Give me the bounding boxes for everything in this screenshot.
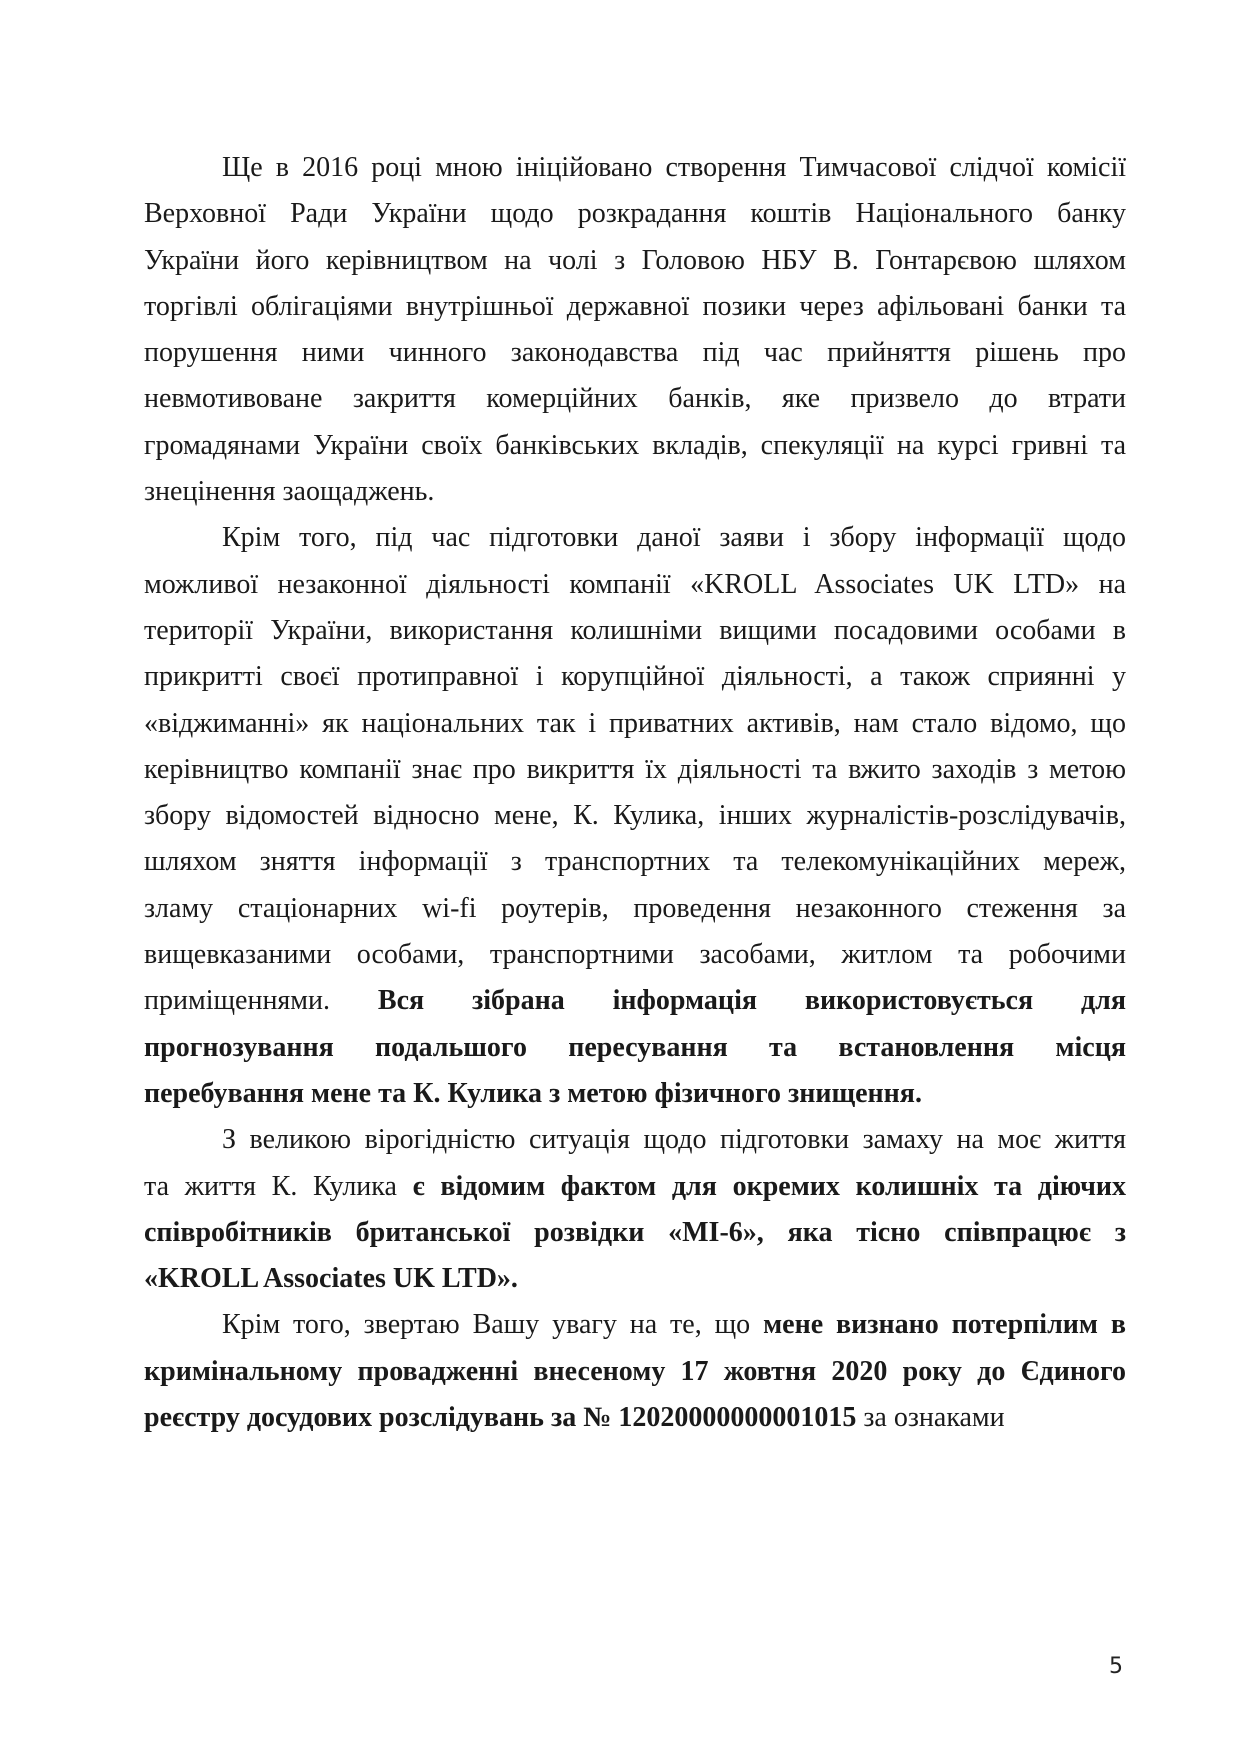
- text-line: [144, 747, 1126, 793]
- text-line: [144, 1025, 1126, 1071]
- text-segment: приміщеннями.: [144, 985, 378, 1017]
- bold-text: є відомим фактом для окремих колишніх та діючих: [412, 1170, 1126, 1202]
- text-segment: Крім того, під час підготовки даної заяви і збору інформації щодо: [222, 522, 1126, 554]
- text-segment: шляхом зняття інформації з транспортних та телекомунікаційних мереж,: [144, 846, 1126, 878]
- text-segment: Верховної Ради України щодо розкрадання коштів Національного банку: [144, 198, 1126, 230]
- document-body: [144, 145, 1126, 1441]
- bold-text: реєстру досудових розслідувань за № 12020000000001015: [144, 1402, 857, 1434]
- text-line: [144, 886, 1126, 932]
- text-line: [144, 1210, 1126, 1256]
- text-line: [144, 839, 1126, 885]
- text-line: [144, 1071, 1126, 1117]
- text-segment: порушення ними чинного законодавства під час прийняття рішень про: [144, 337, 1126, 369]
- text-segment: невмотивоване закриття комерційних банків, яке призвело до втрати: [144, 383, 1126, 415]
- text-segment: прикритті своєї протиправної і корупційної діяльності, а також сприянні у: [144, 661, 1126, 693]
- text-line: [144, 608, 1126, 654]
- text-line: [144, 284, 1126, 330]
- text-line: [144, 978, 1126, 1024]
- bold-text: кримінальному провадженні внесеному 17 жовтня 2020 року до Єдиного: [144, 1355, 1126, 1387]
- text-segment: З великою вірогідністю ситуація щодо підготовки замаху на моє життя: [222, 1124, 1126, 1156]
- text-segment: вищевказаними особами, транспортними засобами, житлом та робочими: [144, 939, 1126, 971]
- text-line: [144, 1395, 1126, 1441]
- text-segment: України його керівництвом на чолі з Головою НБУ В. Гонтарєвою шляхом: [144, 244, 1126, 276]
- text-line: [144, 330, 1126, 376]
- paragraph: [144, 1302, 1126, 1441]
- text-segment: території України, використання колишніми вищими посадовими особами в: [144, 614, 1126, 646]
- text-line: [144, 1117, 1126, 1163]
- text-segment: зламу стаціонарних wi-fi роутерів, проведення незаконного стеження за: [144, 892, 1126, 924]
- text-segment: за ознаками: [856, 1402, 1005, 1434]
- text-line: [144, 1302, 1126, 1348]
- text-line: [144, 1349, 1126, 1395]
- text-line: [144, 515, 1126, 561]
- paragraph: [144, 1117, 1126, 1302]
- text-segment: Ще в 2016 році мною ініційовано створення Тимчасової слідчої комісії: [222, 152, 1126, 183]
- text-line: [144, 191, 1126, 237]
- text-line: [144, 793, 1126, 839]
- paragraph: [144, 515, 1126, 1117]
- text-line: [144, 1164, 1126, 1210]
- bold-text: перебування мене та К. Кулика з метою фізичного знищення.: [144, 1077, 922, 1109]
- text-segment: громадянами України своїх банківських вкладів, спекуляції на курсі гривні та: [144, 429, 1126, 461]
- text-segment: знецінення заощаджень.: [144, 476, 435, 508]
- text-line: [144, 145, 1126, 191]
- text-line: [144, 469, 1126, 515]
- text-line: [144, 238, 1126, 284]
- text-segment: та життя К. Кулика: [144, 1170, 413, 1202]
- text-segment: «віджиманні» як національних так і приватних активів, нам стало відомо, що: [144, 707, 1126, 739]
- text-line: [144, 654, 1126, 700]
- page-number: 5: [1109, 1654, 1123, 1679]
- text-line: [144, 562, 1126, 608]
- text-segment: збору відомостей відносно мене, К. Кулика, інших журналістів-розслідувачів,: [144, 800, 1126, 832]
- text-segment: можливої незаконної діяльності компанії «KROLL Associates UK LTD» на: [144, 568, 1126, 600]
- text-segment: керівництво компанії знає про викриття їх діяльності та вжито заходів з метою: [144, 753, 1126, 785]
- paragraph: [144, 145, 1126, 515]
- text-line: [144, 1256, 1126, 1302]
- text-line: [144, 932, 1126, 978]
- bold-text: «KROLL Associates UK LTD».: [144, 1263, 518, 1295]
- text-line: [144, 376, 1126, 422]
- text-segment: торгівлі облігаціями внутрішньої державної позики через афільовані банки та: [144, 290, 1126, 322]
- bold-text: прогнозування подальшого пересування та встановлення місця: [144, 1031, 1126, 1063]
- bold-text: співробітників британської розвідки «МІ-6», яка тісно співпрацює з: [144, 1216, 1126, 1248]
- text-line: [144, 701, 1126, 747]
- text-segment: Крім того, звертаю Вашу увагу на те, що: [222, 1309, 764, 1341]
- bold-text: Вся зібрана інформація використовується для: [377, 985, 1126, 1017]
- text-line: [144, 423, 1126, 469]
- bold-text: мене визнано потерпілим в: [763, 1309, 1126, 1341]
